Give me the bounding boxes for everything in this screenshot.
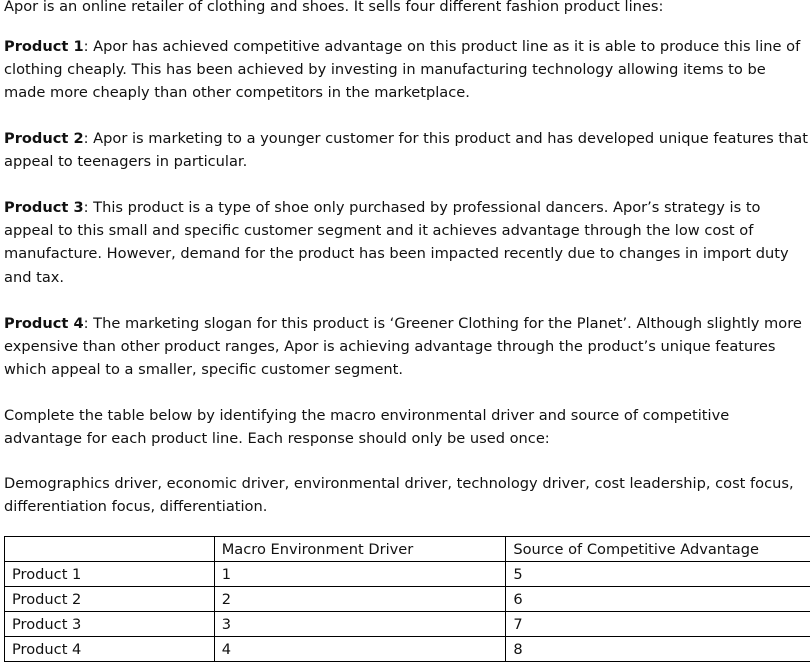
product-3-paragraph [4, 196, 810, 289]
table-header-cell: Source of Competitive Advantage [506, 537, 810, 562]
table-cell[interactable]: 3 [214, 612, 506, 637]
table-cell[interactable]: 5 [506, 562, 810, 587]
table-cell[interactable]: 4 [214, 637, 506, 662]
product-1-paragraph [4, 35, 810, 105]
instruction-paragraph: Complete the table below by identifying the macro environmental driver and source of competitive advantage for each product line. Each response should only be used once: [4, 407, 730, 448]
product-1-text: : Apor has achieved competitive advantage on this product line as it is able to produce this line of clothing cheaply. This has been achieved by investing in manufacturing technology allowing items to be made more cheaply than other competitors in the marketplace. [4, 38, 801, 102]
table-row [5, 562, 810, 587]
product-2-paragraph [4, 127, 810, 173]
table-cell: Product 4 [5, 637, 215, 662]
product-4-text: : The marketing slogan for this product is ‘Greener Clothing for the Planet’. Although slightly more expensive than other product ranges, Apor is achieving advantage through the product’s unique features which appeal to a smaller, specific customer segment. [4, 315, 802, 379]
product-4-label: Product 4 [4, 315, 84, 332]
table-cell[interactable]: 8 [506, 637, 810, 662]
table-row [5, 587, 810, 612]
table-cell[interactable]: 6 [506, 587, 810, 612]
table-cell: Product 1 [5, 562, 215, 587]
table-cell: Product 2 [5, 587, 215, 612]
table-row [5, 637, 810, 662]
table-cell[interactable]: 2 [214, 587, 506, 612]
answer-table [4, 536, 810, 662]
table-cell[interactable]: 7 [506, 612, 810, 637]
product-3-label: Product 3 [4, 199, 84, 216]
table-cell: Product 3 [5, 612, 215, 637]
table-header-row [5, 537, 810, 562]
intro-paragraph: Apor is an online retailer of clothing and shoes. It sells four different fashion product lines: [4, 0, 664, 15]
options-paragraph: Demographics driver, economic driver, environmental driver, technology driver, cost leadership, cost focus, differentiation focus, differentiation. [4, 475, 794, 516]
table-header-cell [5, 537, 215, 562]
table-row [5, 612, 810, 637]
table-header-cell: Macro Environment Driver [214, 537, 506, 562]
product-4-paragraph [4, 312, 810, 382]
product-1-label: Product 1 [4, 38, 84, 55]
table-cell[interactable]: 1 [214, 562, 506, 587]
product-2-label: Product 2 [4, 130, 84, 147]
product-3-text: : This product is a type of shoe only purchased by professional dancers. Apor’s strategy is to appeal to this small and specific customer segment and it achieves advantage through the low cost of manufacture. However, demand for the product has been impacted recently due to changes in import duty and tax. [4, 199, 789, 286]
product-2-text: : Apor is marketing to a younger customer for this product and has developed unique features that appeal to teenagers in particular. [4, 130, 808, 171]
